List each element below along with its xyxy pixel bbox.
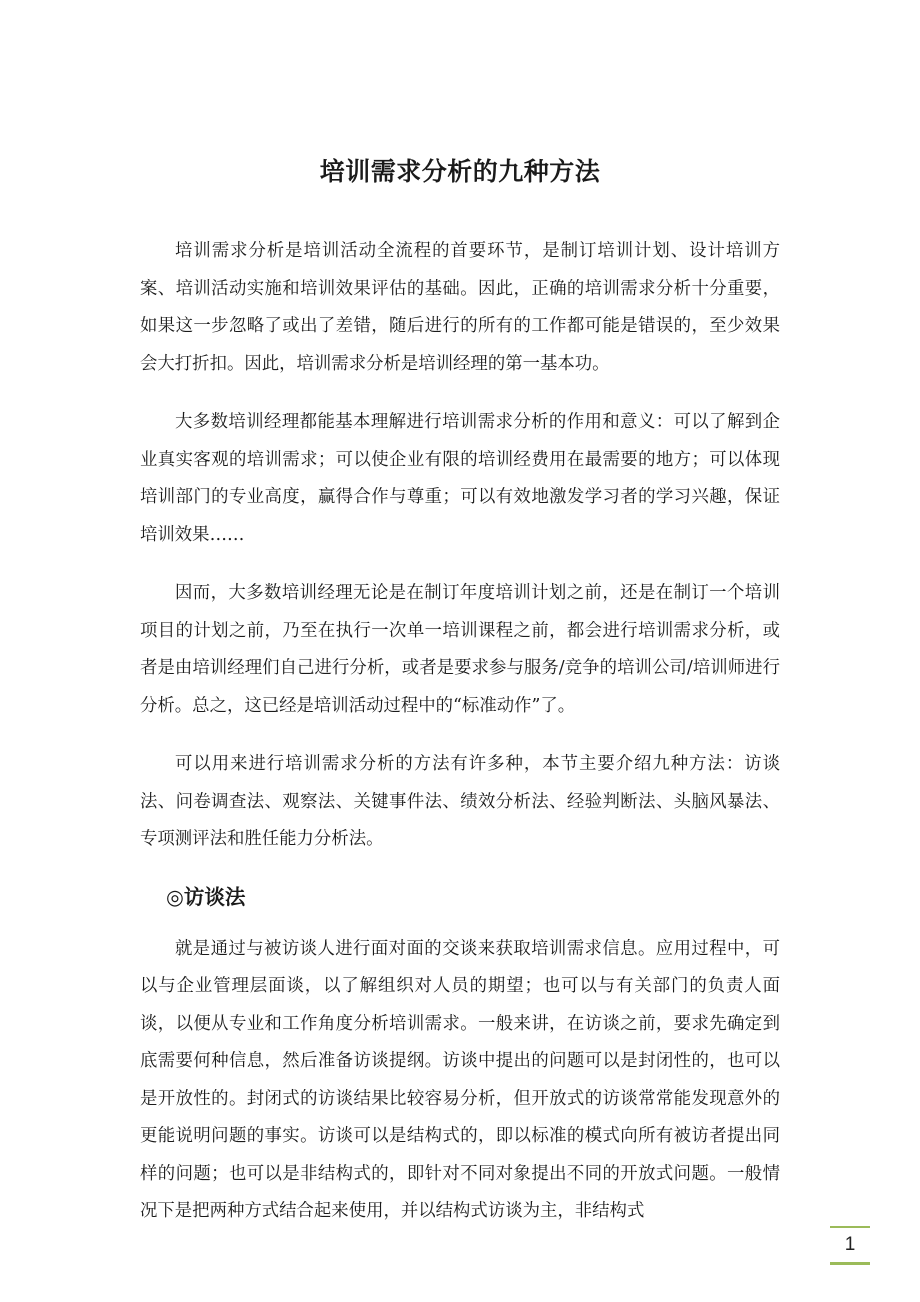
paragraph-purpose: 大多数培训经理都能基本理解进行培训需求分析的作用和意义：可以了解到企业真实客观的培训需求；可以使企业有限的培训经费用在最需要的地方；可以体现培训部门的专业高度，赢得合作与尊重；可以有效地激发学习者的学习兴趣，保证培训效果…… xyxy=(140,412,780,545)
paragraph-intro: 培训需求分析是培训活动全流程的首要环节，是制订培训计划、设计培训方案、培训活动实施和培训效果评估的基础。因此，正确的培训需求分析十分重要，如果这一步忽略了或出了差错，随后进行的所有的工作都可能是错误的，至少效果会大打折扣。因此，培训需求分析是培训经理的第一基本功。 xyxy=(140,241,780,374)
paragraph-interview-method: 就是通过与被访谈人进行面对面的交谈来获取培训需求信息。应用过程中，可以与企业管理层面谈，以了解组织对人员的期望；也可以与有关部门的负责人面谈，以便从专业和工作角度分析培训需求。一般来讲，在访谈之前，要求先确定到底需要何种信息，然后准备访谈提纲。访谈中提出的问题可以是封闭性的，也可以是开放性的。封闭式的访谈结果比较容易分析，但开放式的访谈常常能发现意外的更能说明问题的事实。访谈可以是结构式的，即以标准的模式向所有被访者提出同样的问题；也可以是非结构式的，即针对不同对象提出不同的开放式问题。一般情况下是把两种方式结合起来使用，并以结构式访谈为主，非结构式 xyxy=(140,938,780,1221)
footer-rule-top xyxy=(830,1226,870,1228)
page-footer xyxy=(830,1226,870,1266)
paragraph-methods-list: 可以用来进行培训需求分析的方法有许多种，本节主要介绍九种方法：访谈法、问卷调查法、观察法、关键事件法、绩效分析法、经验判断法、头脑风暴法、专项测评法和胜任能力分析法。 xyxy=(140,754,780,849)
document-title: 培训需求分析的九种方法 xyxy=(319,157,601,186)
paragraph-standard-action: 因而，大多数培训经理无论是在制订年度培训计划之前，还是在制订一个培训项目的计划之前，乃至在执行一次单一培训课程之前，都会进行培训需求分析，或者是由培训经理们自己进行分析，或者是要求参与服务/竞争的培训公司/培训师进行分析。总之，这已经是培训活动过程中的“标准动作”了。 xyxy=(140,583,780,716)
document-body xyxy=(140,233,780,1252)
footer-rule-bottom xyxy=(830,1262,870,1265)
page-number: 1 xyxy=(844,1234,856,1255)
section-heading-interview: ◎访谈法 xyxy=(166,884,246,909)
